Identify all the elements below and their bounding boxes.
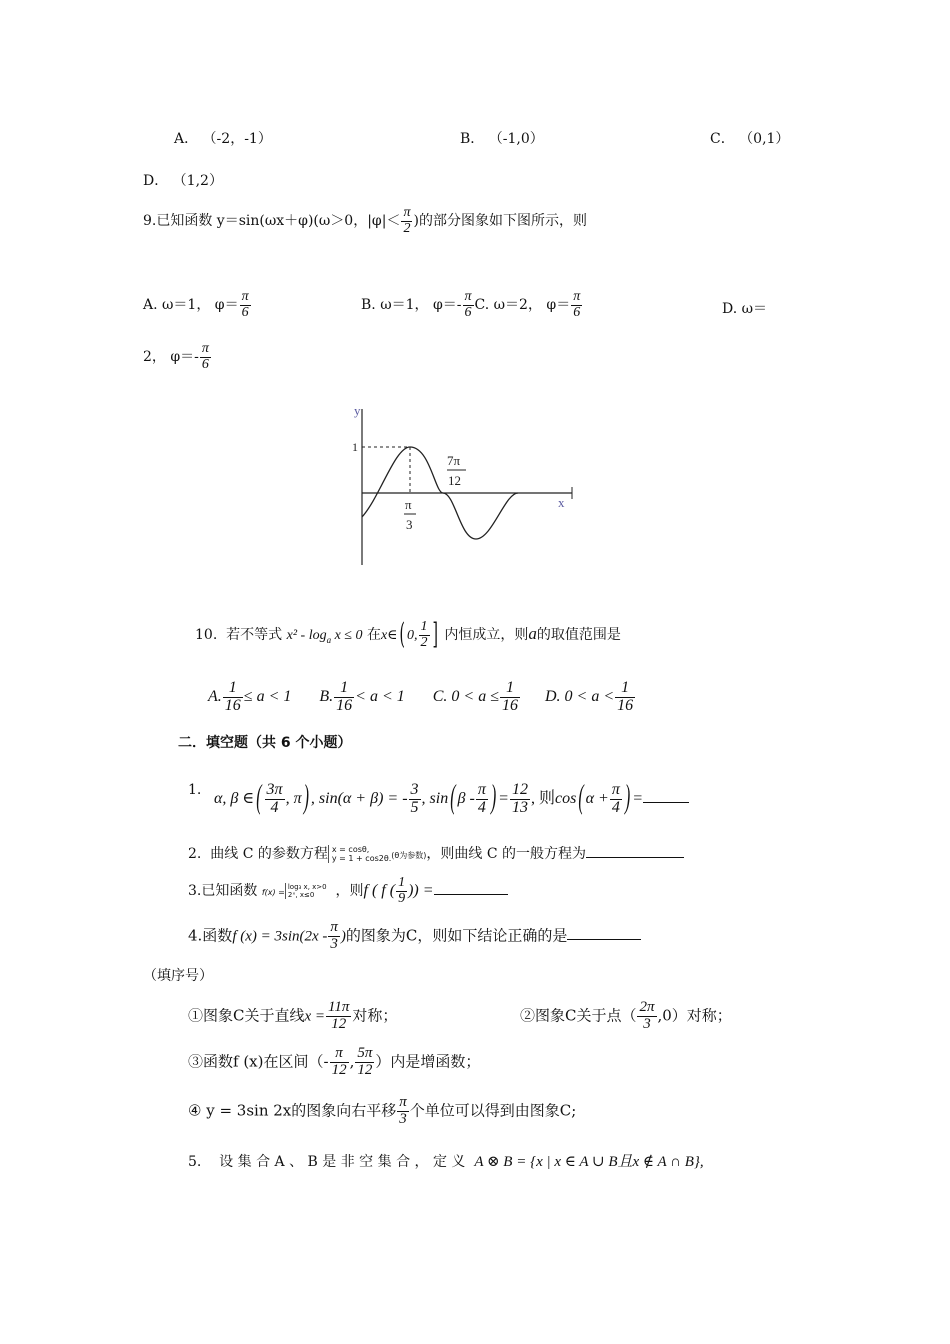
fill-1-paren-l3: ( xyxy=(578,780,584,817)
fill-4-i2-num: 2π xyxy=(639,999,655,1015)
fill-2-text2: ，则曲线 C 的一般方程为 xyxy=(426,846,587,862)
fill-1-p3: , sin(α + β) = - xyxy=(310,789,408,807)
q10-number: 10. xyxy=(195,627,218,644)
fill-4-i2-pre: ②图象C关于点（ xyxy=(520,1006,637,1025)
fill-1-frac-pi4-a-den: 4 xyxy=(477,798,486,816)
q10-a-frac-num: 1 xyxy=(223,680,243,698)
q9-stem-fraction xyxy=(401,206,412,236)
fill-1-p5: β - xyxy=(457,789,475,807)
fill-4-expr: f (x) = 3sin(2x - xyxy=(232,928,328,945)
fill-3-text2: ，则 xyxy=(335,883,364,900)
q9-b-frac xyxy=(463,290,474,320)
fill-1-p9: α + xyxy=(585,789,609,807)
fill-1-paren-l1: ( xyxy=(256,780,262,817)
q10-options xyxy=(208,680,636,715)
q10-stem xyxy=(195,620,621,650)
label-3: 3 xyxy=(406,517,413,532)
q9-option-d: D. ω＝ xyxy=(722,301,768,317)
fill-1-p4: , sin xyxy=(421,789,449,807)
fill-4 xyxy=(188,920,641,953)
q10-half-num: 1 xyxy=(420,619,428,634)
q9-d-frac xyxy=(200,342,211,372)
q10-b-frac-den: 16 xyxy=(336,696,353,714)
q10-expr2: x ≤ 0 xyxy=(331,628,363,644)
q9-a-frac-num: π xyxy=(241,289,249,304)
q10-interval-pre: x∈ xyxy=(380,628,398,644)
q9-a-text: A. ω＝1， φ＝ xyxy=(143,297,239,314)
fill-3-ff: f ( f ( xyxy=(363,882,396,900)
q10-stem-text2: 在 xyxy=(366,627,381,644)
fill-4-i4-pre: ④ y = 3sin 2x的图象向右平移 xyxy=(188,1101,397,1120)
label-7pi: 7π xyxy=(447,453,461,468)
q9-stem-post: )的部分图象如下图所示，则 xyxy=(413,213,587,230)
fill-1-number: 1. xyxy=(188,782,202,798)
q10-stem-text1: 若不等式 xyxy=(226,627,283,644)
q10-option-d-pre: D. 0 < a < xyxy=(544,687,615,705)
q9-a-frac xyxy=(240,290,251,320)
q9-c-frac-num: π xyxy=(573,289,581,304)
fill-1-frac-pi4-a xyxy=(476,782,488,817)
fill-4-i3-frac2 xyxy=(355,1046,374,1079)
y-tick-one: 1 xyxy=(352,440,358,454)
fill-3-text: 3.已知函数 xyxy=(188,883,258,900)
q10-stem-text3: 内恒成立，则 xyxy=(444,627,529,644)
q9-stem-frac-num: π xyxy=(403,205,411,220)
fill-1-frac-pi4-b-num: π xyxy=(611,781,620,798)
fill-4-text-post: 的图象为C，则如下结论正确的是 xyxy=(345,926,568,945)
fill-1-frac-pi4-a-num: π xyxy=(477,781,486,798)
q8-option-b: B． （-1,0） xyxy=(460,131,544,147)
fill-1-expression xyxy=(214,782,689,817)
section-2-title: 二．填空题（共 6 个小题） xyxy=(178,735,352,751)
fill-1-frac-pi4-b-den: 4 xyxy=(611,798,620,816)
q10-c-frac-den: 16 xyxy=(501,696,518,714)
fill-2-param-system xyxy=(328,845,391,863)
q8-option-d: D． （1,2） xyxy=(143,173,223,189)
fill-1-p2: , π xyxy=(285,789,302,807)
q10-d-frac-num: 1 xyxy=(615,680,635,698)
fill-4-i2-post: ,0）对称； xyxy=(657,1006,732,1025)
sine-graph-figure xyxy=(340,405,590,570)
fill-3-frac xyxy=(396,876,407,906)
fill-4-item-2 xyxy=(520,1000,732,1033)
fill-2-param-x: x = cosθ, xyxy=(331,845,370,854)
fill-3-frac-den: 9 xyxy=(398,890,406,906)
q9-c-text: C. ω＝2， φ＝ xyxy=(474,297,571,314)
fill-3-frac-num: 1 xyxy=(398,875,406,890)
fill-2-param-y: y = 1 + cos2θ. xyxy=(331,854,392,863)
fill-4-i3-mid: , xyxy=(349,1052,355,1071)
fill-4-i4-post: 个单位可以得到由图象C; xyxy=(409,1101,577,1120)
fill-4-i3-den1: 12 xyxy=(331,1061,347,1078)
q9-b-frac-num: π xyxy=(464,289,472,304)
fill-1-frac-1213 xyxy=(510,782,530,817)
fill-4-i1-post: 对称； xyxy=(352,1006,398,1025)
fill-1-p1: α, β ∈ xyxy=(214,789,255,807)
fill-4-item-3 xyxy=(188,1046,480,1079)
fill-4-i1-den: 12 xyxy=(331,1015,347,1032)
q9-b-frac-den: 6 xyxy=(464,304,472,320)
fill-4-expr-post: ) xyxy=(340,928,346,945)
fill-4-frac-num: π xyxy=(330,919,338,935)
fill-3-case2: 2ˣ, x≤0 xyxy=(287,891,315,900)
x-axis-label: x xyxy=(558,495,565,510)
fill-4-i4-num: π xyxy=(399,1094,407,1110)
q9-c-frac xyxy=(571,290,582,320)
q10-option-c-pre: C. 0 < a ≤ xyxy=(432,687,499,705)
fill-4-i2-den: 3 xyxy=(643,1015,651,1032)
fill-5-number: 5. xyxy=(188,1154,202,1170)
q10-d-frac-den: 16 xyxy=(617,696,634,714)
fill-1-p8: cos xyxy=(554,789,577,807)
fill-4-i3-den2: 12 xyxy=(357,1061,373,1078)
fill-5-text: 设 集 合 A 、 B 是 非 空 集 合 ， 定 义 xyxy=(219,1154,466,1170)
fill-4-item-1 xyxy=(188,1000,397,1033)
fill-3-answer-blank[interactable] xyxy=(434,894,508,895)
fill-1-frac-3pi4-den: 4 xyxy=(270,798,279,816)
q10-d-frac xyxy=(615,680,635,715)
q9-c-frac-den: 6 xyxy=(573,304,581,320)
fill-2-text: 曲线 C 的参数方程 xyxy=(210,846,328,862)
q10-left-bracket: ( xyxy=(399,618,405,652)
fill-2-number: 2. xyxy=(188,846,202,862)
fill-5-definition: A ⊗ B = {x | x ∈ A ∪ B且x ∉ A ∩ B}, xyxy=(474,1154,704,1170)
label-12: 12 xyxy=(448,473,461,488)
q10-inequality xyxy=(287,628,363,643)
q10-b-frac xyxy=(334,680,354,715)
fill-4-answer-blank[interactable] xyxy=(567,939,641,940)
q10-right-bracket: ] xyxy=(432,618,438,652)
fill-4-text-pre: 4.函数 xyxy=(188,926,233,945)
fill-1-frac-35-den: 5 xyxy=(410,798,419,816)
q10-var: a xyxy=(528,624,537,644)
fill-1-paren-r1: ) xyxy=(303,780,309,817)
fill-3-fx: f(x) = xyxy=(261,888,285,898)
fill-4-i4-den: 3 xyxy=(399,1110,407,1127)
fill-4-i1-num: 11π xyxy=(328,999,350,1015)
fill-3-piecewise xyxy=(285,883,327,899)
y-axis-label: y xyxy=(354,405,361,418)
fill-4-i3-post: ）内是增函数； xyxy=(375,1052,481,1071)
q10-option-b-post: < a < 1 xyxy=(355,687,405,705)
label-pi: π xyxy=(405,497,412,512)
fill-4-i2-frac xyxy=(637,1000,656,1033)
q8-option-a: A． （-2，-1） xyxy=(174,131,272,147)
q10-a-frac-den: 16 xyxy=(224,696,241,714)
fill-4-i3-frac1 xyxy=(330,1046,349,1079)
q10-c-frac xyxy=(500,680,520,715)
fill-1-frac-pi4-b xyxy=(610,782,622,817)
q9-d-frac-den: 6 xyxy=(201,356,209,372)
q8-option-c: C． （0,1） xyxy=(710,131,790,147)
q10-half-den: 2 xyxy=(420,634,428,650)
q10-half-frac xyxy=(419,620,430,650)
q9-stem-frac-den: 2 xyxy=(403,220,411,236)
q10-a-frac xyxy=(223,680,243,715)
fill-4-frac xyxy=(328,920,340,953)
fill-1-frac-1213-den: 13 xyxy=(511,798,528,816)
fill-2 xyxy=(188,843,684,863)
q10-option-a-pre: A. xyxy=(208,687,222,705)
q10-expr-sub: a xyxy=(326,634,332,645)
q10-c-frac-num: 1 xyxy=(500,680,520,698)
fill-1-frac-35 xyxy=(409,782,421,817)
fill-1-frac-35-num: 3 xyxy=(410,781,419,798)
fill-1-frac-3pi4-num: 3π xyxy=(266,781,283,798)
q9-a-frac-den: 6 xyxy=(241,304,249,320)
fill-1-paren-l2: ( xyxy=(450,780,456,817)
q10-b-frac-num: 1 xyxy=(334,680,354,698)
fill-2-param-note: (θ为参数) xyxy=(391,851,427,860)
fill-1-paren-r2: ) xyxy=(490,780,497,817)
q10-expr: x² - log xyxy=(286,628,327,644)
q9-stem-pre: 9.已知函数 y＝sin(ωx＋φ)(ω＞0，|φ|＜ xyxy=(143,213,401,230)
q10-stem-text4: 的取值范围是 xyxy=(536,627,621,644)
q9-option-d-line2 xyxy=(143,342,212,372)
fill-3-case1: log₃ x, x>0 xyxy=(287,883,327,892)
fill-4-i1-eq: x = xyxy=(304,1008,326,1025)
fill-4-i3-num1: π xyxy=(330,1046,349,1063)
fill-1-frac-1213-num: 12 xyxy=(511,781,528,798)
q9-option-a xyxy=(143,290,252,320)
fill-4-i3-num2: 5π xyxy=(357,1045,373,1061)
q10-option-a-post: ≤ a < 1 xyxy=(243,687,292,705)
fill-4-i1-pre: ①图象C关于直线 xyxy=(188,1006,305,1025)
fill-3 xyxy=(188,876,508,906)
q9-d-text: 2， φ＝- xyxy=(143,349,199,366)
fill-4-i1-frac xyxy=(326,1000,351,1033)
q9-b-text: B. ω＝1， φ＝- xyxy=(361,297,462,314)
fill-1-p7: , 则 xyxy=(530,789,555,807)
fill-1-p6: = xyxy=(498,789,509,807)
q9-d-frac-num: π xyxy=(201,341,209,356)
fill-1-answer-blank[interactable] xyxy=(643,802,689,803)
fill-4-item-4 xyxy=(188,1095,576,1128)
fill-1-paren-r3: ) xyxy=(624,780,631,817)
q9-option-b xyxy=(361,290,583,320)
fill-1-frac-3pi4 xyxy=(265,782,285,817)
fill-4-fill-note: （填序号） xyxy=(143,968,213,984)
fill-3-tail: )) = xyxy=(408,882,434,900)
q9-stem xyxy=(143,206,587,236)
fill-2-answer-blank[interactable] xyxy=(586,857,684,858)
fill-4-i4-frac xyxy=(397,1095,409,1128)
fill-5 xyxy=(188,1150,704,1171)
fill-4-i3-pre: ③函数f (x)在区间（- xyxy=(188,1052,329,1071)
fill-4-frac-den: 3 xyxy=(330,935,338,952)
fill-1-p10: = xyxy=(632,789,643,807)
q10-interval-value: 0, xyxy=(407,628,418,644)
q10-option-b-pre: B. xyxy=(319,687,334,705)
